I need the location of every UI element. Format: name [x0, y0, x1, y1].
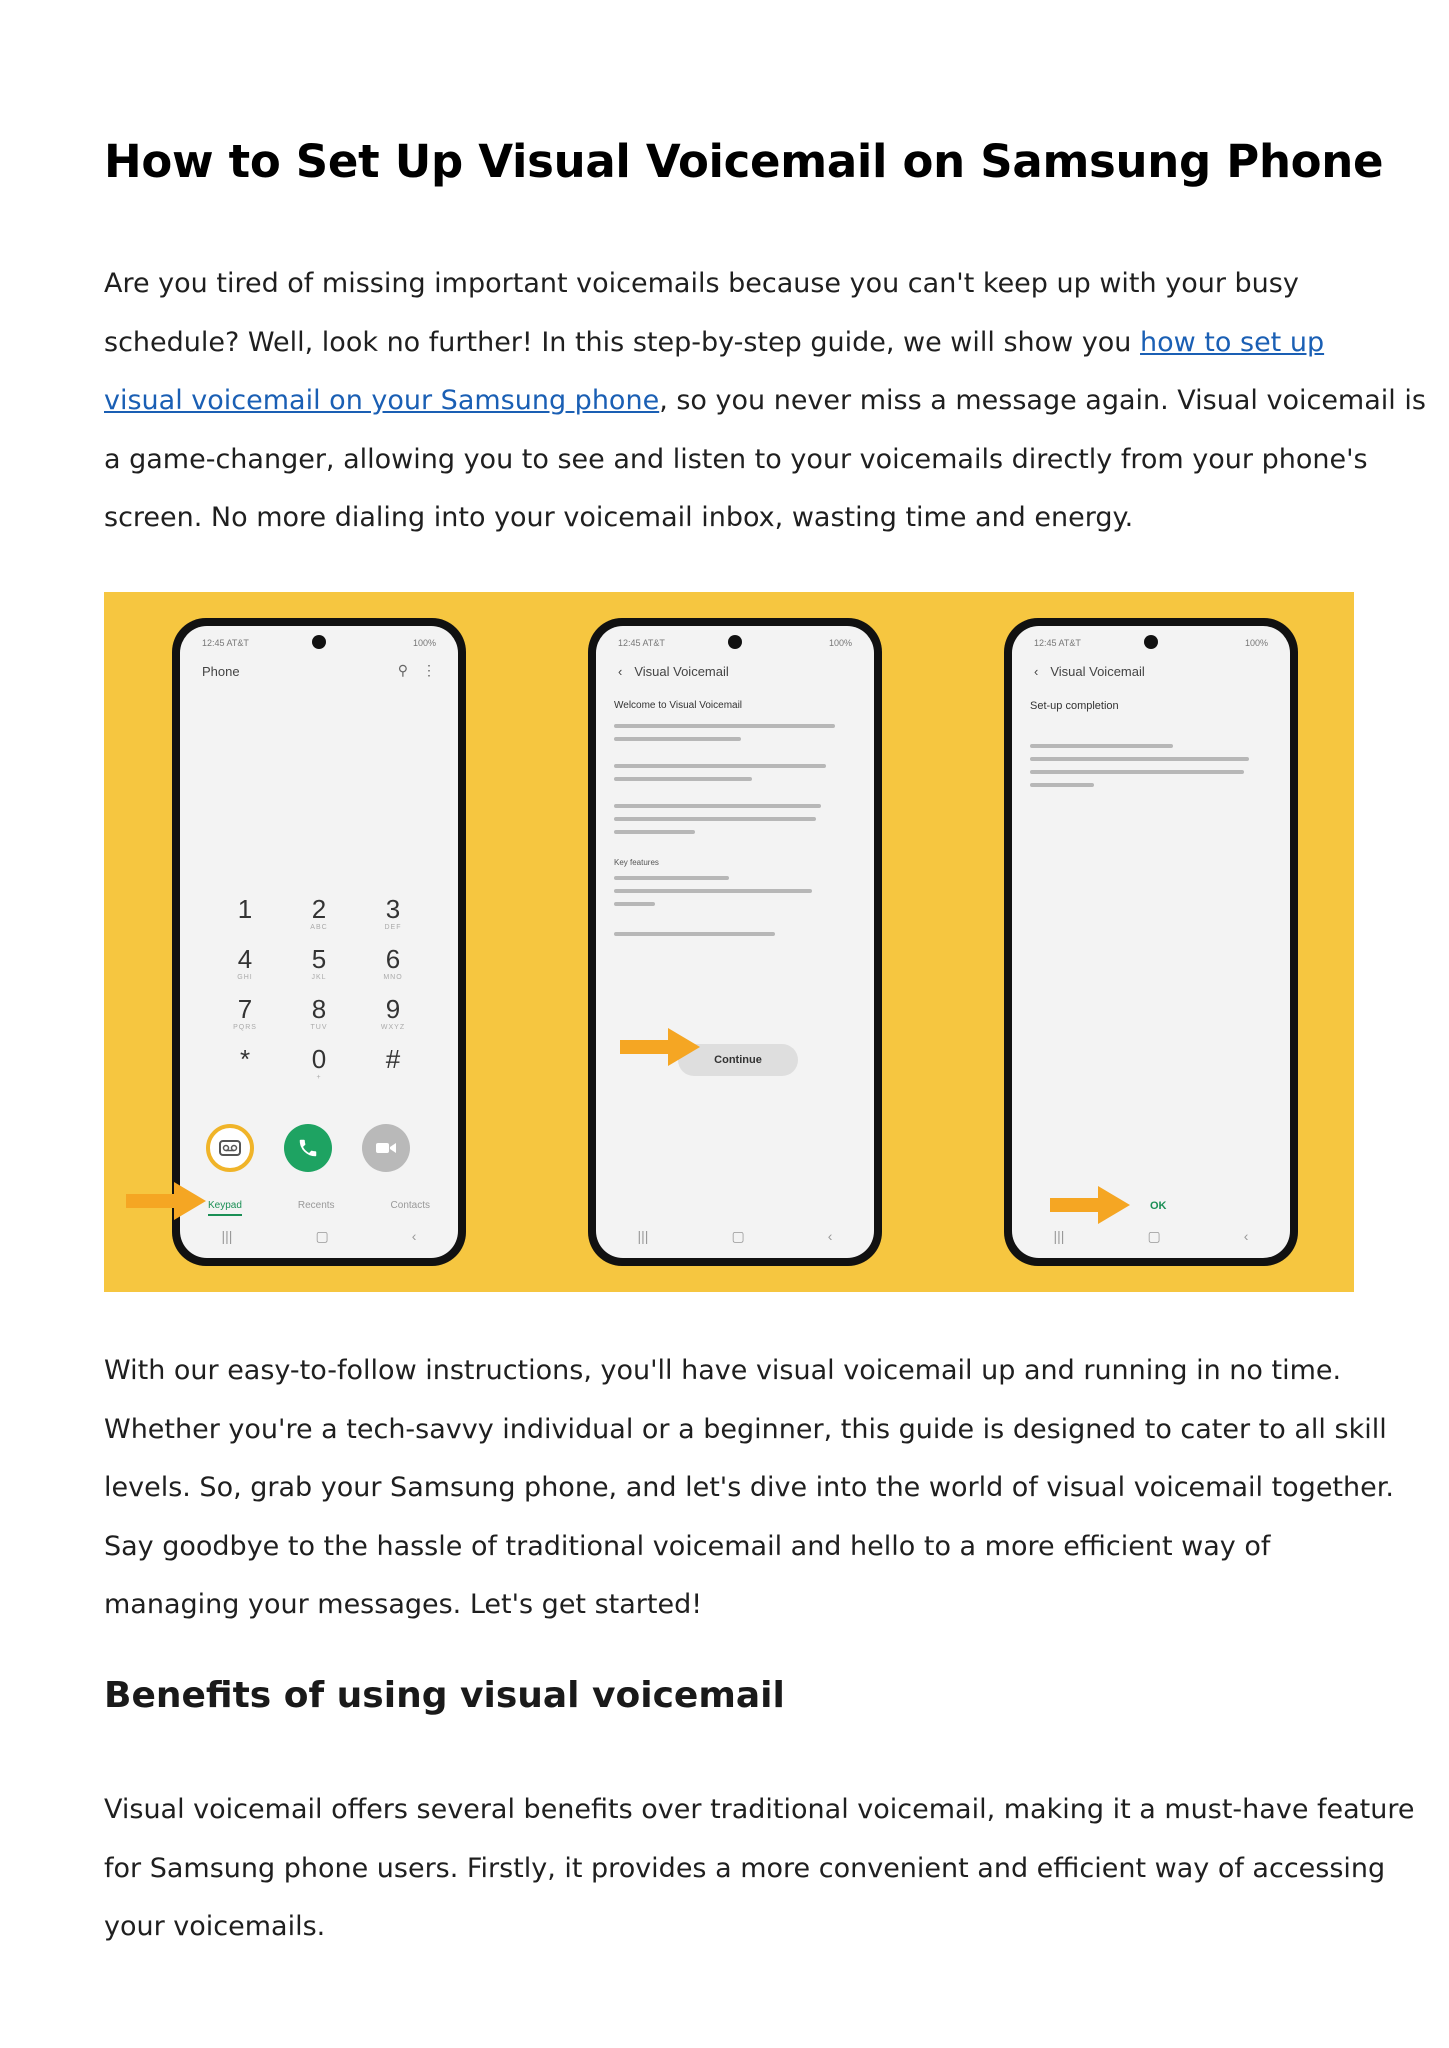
screen-title: Visual Voicemail: [634, 664, 729, 679]
key-letters: TUV: [310, 1024, 328, 1031]
dialer-tabs: [180, 1200, 458, 1216]
status-battery: 100%: [828, 638, 852, 648]
welcome-text-block: [614, 804, 844, 843]
status-carrier: 12:45 AT&T: [202, 638, 249, 648]
setup-text-block: [1030, 744, 1260, 796]
ok-button: OK: [1150, 1200, 1167, 1212]
front-camera: [1144, 635, 1158, 649]
home-icon: ▢: [315, 1227, 329, 1244]
back-arrow-icon: ‹: [618, 664, 623, 679]
key-letters: [208, 1074, 282, 1082]
paragraph-line: your voicemails.: [104, 1911, 326, 1942]
key-digit: 4: [237, 944, 253, 974]
key-digit: 9: [385, 994, 401, 1024]
setup-guide-link[interactable]: how to set up: [1140, 326, 1325, 358]
phone-call-icon: [284, 1124, 332, 1172]
benefits-paragraph: [104, 1781, 1415, 1957]
app-title: Phone: [202, 664, 240, 679]
keypad-key: [356, 894, 430, 932]
front-camera: [728, 635, 742, 649]
key-letters: +: [316, 1074, 322, 1081]
intro-paragraph: [104, 255, 1426, 548]
status-carrier: 12:45 AT&T: [618, 638, 665, 648]
keypad-key: [208, 894, 282, 932]
keypad-key: [282, 994, 356, 1032]
continue-button: Continue: [678, 1044, 798, 1076]
status-battery: 100%: [412, 638, 436, 648]
keypad-key: [356, 994, 430, 1032]
phone-screen: [1012, 626, 1290, 1258]
keypad-key: [208, 994, 282, 1032]
welcome-text-block: [614, 724, 844, 750]
instructions-paragraph: [104, 1342, 1394, 1635]
phone-screen: [596, 626, 874, 1258]
home-icon: ▢: [1147, 1227, 1161, 1244]
setup-heading: Set-up completion: [1030, 700, 1119, 712]
phone-welcome: [588, 618, 882, 1266]
key-digit: 6: [385, 944, 401, 974]
dial-keypad: [208, 894, 430, 1082]
search-icon: ⚲: [397, 662, 408, 678]
key-letters: MNO: [383, 974, 403, 981]
paragraph-line: for Samsung phone users. Firstly, it provides a more convenient and efficient way of accessing: [104, 1852, 1386, 1884]
key-digit: *: [239, 1044, 251, 1074]
tab-recents: Recents: [297, 1200, 335, 1211]
tab-keypad: Keypad: [208, 1200, 242, 1216]
home-icon: ▢: [731, 1227, 745, 1244]
recent-apps-icon: |||: [221, 1228, 233, 1244]
keypad-key: [282, 894, 356, 932]
intro-text: schedule? Well, look no further! In this step-by-step guide, we will show you: [104, 326, 1141, 358]
key-digit: 0: [311, 1044, 327, 1074]
key-digit: 5: [311, 944, 327, 974]
key-letters: ABC: [310, 924, 328, 931]
recent-apps-icon: |||: [637, 1228, 649, 1244]
call-buttons: [206, 1124, 410, 1172]
intro-line: [104, 372, 1426, 431]
screen-header: [618, 664, 729, 679]
tab-contacts: Contacts: [390, 1200, 430, 1211]
paragraph-line: managing your messages. Let's get started!: [104, 1589, 703, 1620]
android-nav-bar: [180, 1226, 458, 1246]
page-title: How to Set Up Visual Voicemail on Samsung Phone: [104, 135, 1384, 188]
voicemail-icon: [206, 1124, 254, 1172]
setup-illustration: [104, 592, 1354, 1292]
android-nav-bar: [1012, 1226, 1290, 1246]
paragraph-line: Whether you're a tech-savvy individual or a beginner, this guide is designed to cater to all skill: [104, 1413, 1387, 1445]
screen-title: Visual Voicemail: [1050, 664, 1145, 679]
intro-line: [104, 314, 1426, 373]
welcome-heading: Welcome to Visual Voicemail: [614, 700, 743, 711]
pointer-arrow-icon: [126, 1180, 208, 1222]
key-letters: WXYZ: [380, 1024, 406, 1031]
key-letters: [208, 924, 282, 932]
key-letters: PQRS: [233, 1024, 257, 1031]
status-carrier: 12:45 AT&T: [1034, 638, 1081, 648]
back-icon: ‹: [1243, 1228, 1249, 1244]
paragraph-line: levels. So, grab your Samsung phone, and let's dive into the world of visual voicemail together.: [104, 1472, 1394, 1503]
video-call-icon: [362, 1124, 410, 1172]
key-digit: #: [385, 1044, 401, 1074]
phone-screen: [180, 626, 458, 1258]
pointer-arrow-icon: [1050, 1184, 1132, 1226]
more-icon: ⋮: [422, 662, 436, 678]
paragraph-line: Visual voicemail offers several benefits over traditional voicemail, making it a must-have feature: [104, 1794, 1415, 1825]
front-camera: [312, 635, 326, 649]
phone-dialer: [172, 618, 466, 1266]
key-digit: 3: [385, 894, 401, 924]
intro-line: screen. No more dialing into your voicemail inbox, wasting time and energy.: [104, 502, 1134, 533]
android-nav-bar: [596, 1226, 874, 1246]
toolbar: [398, 662, 436, 679]
back-arrow-icon: ‹: [1034, 664, 1039, 679]
phone-setup-complete: [1004, 618, 1298, 1266]
key-letters: JKL: [311, 974, 327, 981]
paragraph-line: Say goodbye to the hassle of traditional voicemail and hello to a more efficient way of: [104, 1530, 1271, 1562]
recent-apps-icon: |||: [1053, 1228, 1065, 1244]
key-features-label: Key features: [614, 858, 659, 867]
paragraph-line: With our easy-to-follow instructions, you'll have visual voicemail up and running in no time.: [104, 1355, 1342, 1386]
keypad-key: [356, 944, 430, 982]
welcome-text-block: [614, 764, 844, 790]
welcome-text-block: [614, 932, 844, 945]
key-digit: 2: [311, 894, 327, 924]
key-digit: 1: [237, 894, 253, 924]
key-letters: DEF: [384, 924, 402, 931]
status-battery: 100%: [1244, 638, 1268, 648]
back-icon: ‹: [827, 1228, 833, 1244]
keypad-key: [208, 944, 282, 982]
intro-line: a game-changer, allowing you to see and listen to your voicemails directly from your phone's: [104, 443, 1368, 475]
pointer-arrow-icon: [620, 1026, 702, 1068]
intro-text: , so you never miss a message again. Visual voicemail is: [659, 385, 1426, 416]
section-heading: Benefits of using visual voicemail: [104, 1675, 785, 1716]
features-list: [614, 876, 844, 915]
keypad-key: [208, 1044, 282, 1082]
keypad-key: [282, 1044, 356, 1082]
intro-line: Are you tired of missing important voicemails because you can't keep up with your busy: [104, 268, 1299, 299]
keypad-key: [282, 944, 356, 982]
key-letters: [356, 1074, 430, 1082]
key-digit: 7: [237, 994, 253, 1024]
key-letters: GHI: [237, 974, 253, 981]
keypad-key: [356, 1044, 430, 1082]
setup-guide-link[interactable]: visual voicemail on your Samsung phone: [104, 385, 660, 416]
back-icon: ‹: [411, 1228, 417, 1244]
key-digit: 8: [311, 994, 327, 1024]
screen-header: [1034, 664, 1145, 679]
